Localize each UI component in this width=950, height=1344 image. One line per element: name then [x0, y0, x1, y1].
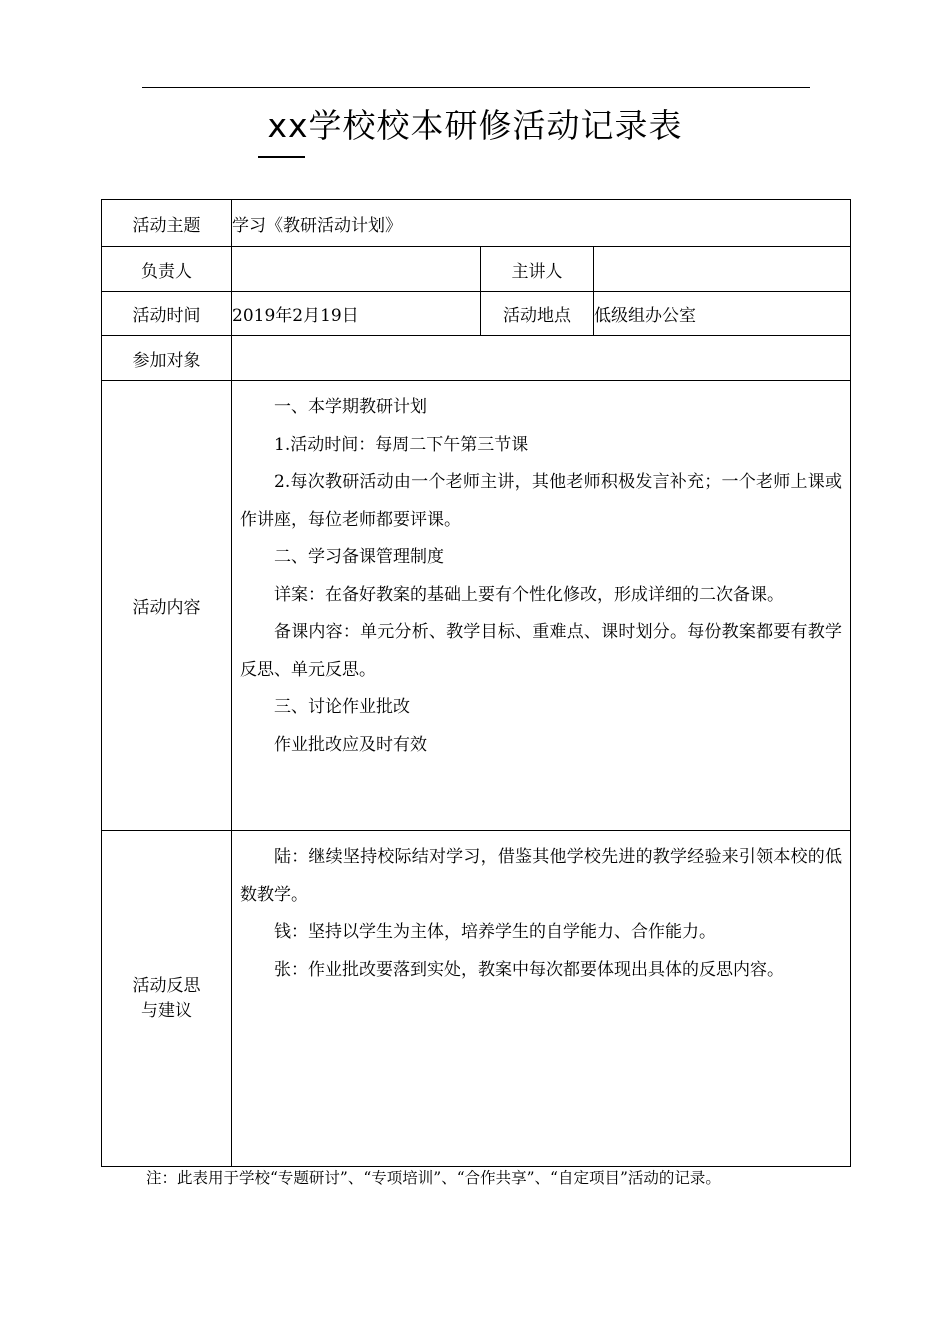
speaker-value [594, 247, 851, 292]
person-in-charge-label: 负责人 [102, 247, 232, 292]
row-content [102, 381, 851, 831]
participants-value [232, 336, 851, 381]
content-line: 一、本学期教研计划 [274, 397, 427, 417]
row-reflection [102, 831, 851, 1167]
content-line: 备课内容：单元分析、教学目标、重难点、课时划分。每份教案都要有教学反思、单元反思。 [240, 622, 842, 680]
reflection-label-line1: 活动反思 [132, 975, 201, 996]
content-line: 二、学习备课管理制度 [274, 547, 444, 567]
reflection-body [232, 831, 850, 989]
topic-label: 活动主题 [102, 200, 232, 247]
time-value: 2019年2月19日 [232, 292, 481, 336]
location-label: 活动地点 [481, 292, 594, 336]
content-line: 三、讨论作业批改 [274, 697, 410, 717]
content-label: 活动内容 [102, 381, 232, 831]
content-body [232, 381, 850, 764]
header-rule [142, 87, 810, 88]
reflection-label-line2: 与建议 [141, 1000, 192, 1021]
row-people [102, 247, 851, 292]
footer-note: 注：此表用于学校“专题研讨”、“专项培训”、“合作共享”、“自定项目”活动的记录。 [146, 1169, 721, 1187]
location-value: 低级组办公室 [594, 292, 851, 336]
page-title: xx学校校本研修活动记录表 [267, 106, 683, 145]
reflection-cell [232, 831, 851, 1167]
time-label: 活动时间 [102, 292, 232, 336]
speaker-label: 主讲人 [481, 247, 594, 292]
topic-value: 学习《教研活动计划》 [232, 200, 851, 247]
row-time-location [102, 292, 851, 336]
reflection-line: 钱：坚持以学生为主体，培养学生的自学能力、合作能力。 [274, 922, 716, 942]
row-participants [102, 336, 851, 381]
content-line: 作业批改应及时有效 [274, 734, 427, 755]
content-line: 2.每次教研活动由一个老师主讲，其他老师积极发言补充；一个老师上课或作讲座，每位老师都要评课。 [240, 472, 842, 530]
reflection-line: 陆：继续坚持校际结对学习，借鉴其他学校先进的教学经验来引领本校的低数教学。 [240, 847, 842, 905]
title-underline [258, 156, 305, 158]
content-line: 详案：在备好教案的基础上要有个性化修改，形成详细的二次备课。 [274, 584, 784, 605]
content-cell [232, 381, 851, 831]
participants-label: 参加对象 [102, 336, 232, 381]
reflection-line: 张：作业批改要落到实处，教案中每次都要体现出具体的反思内容。 [274, 959, 784, 980]
record-table [101, 199, 851, 1167]
content-line: 1.活动时间：每周二下午第三节课 [274, 434, 529, 455]
row-topic [102, 200, 851, 247]
person-in-charge-value [232, 247, 481, 292]
reflection-label [102, 831, 232, 1167]
